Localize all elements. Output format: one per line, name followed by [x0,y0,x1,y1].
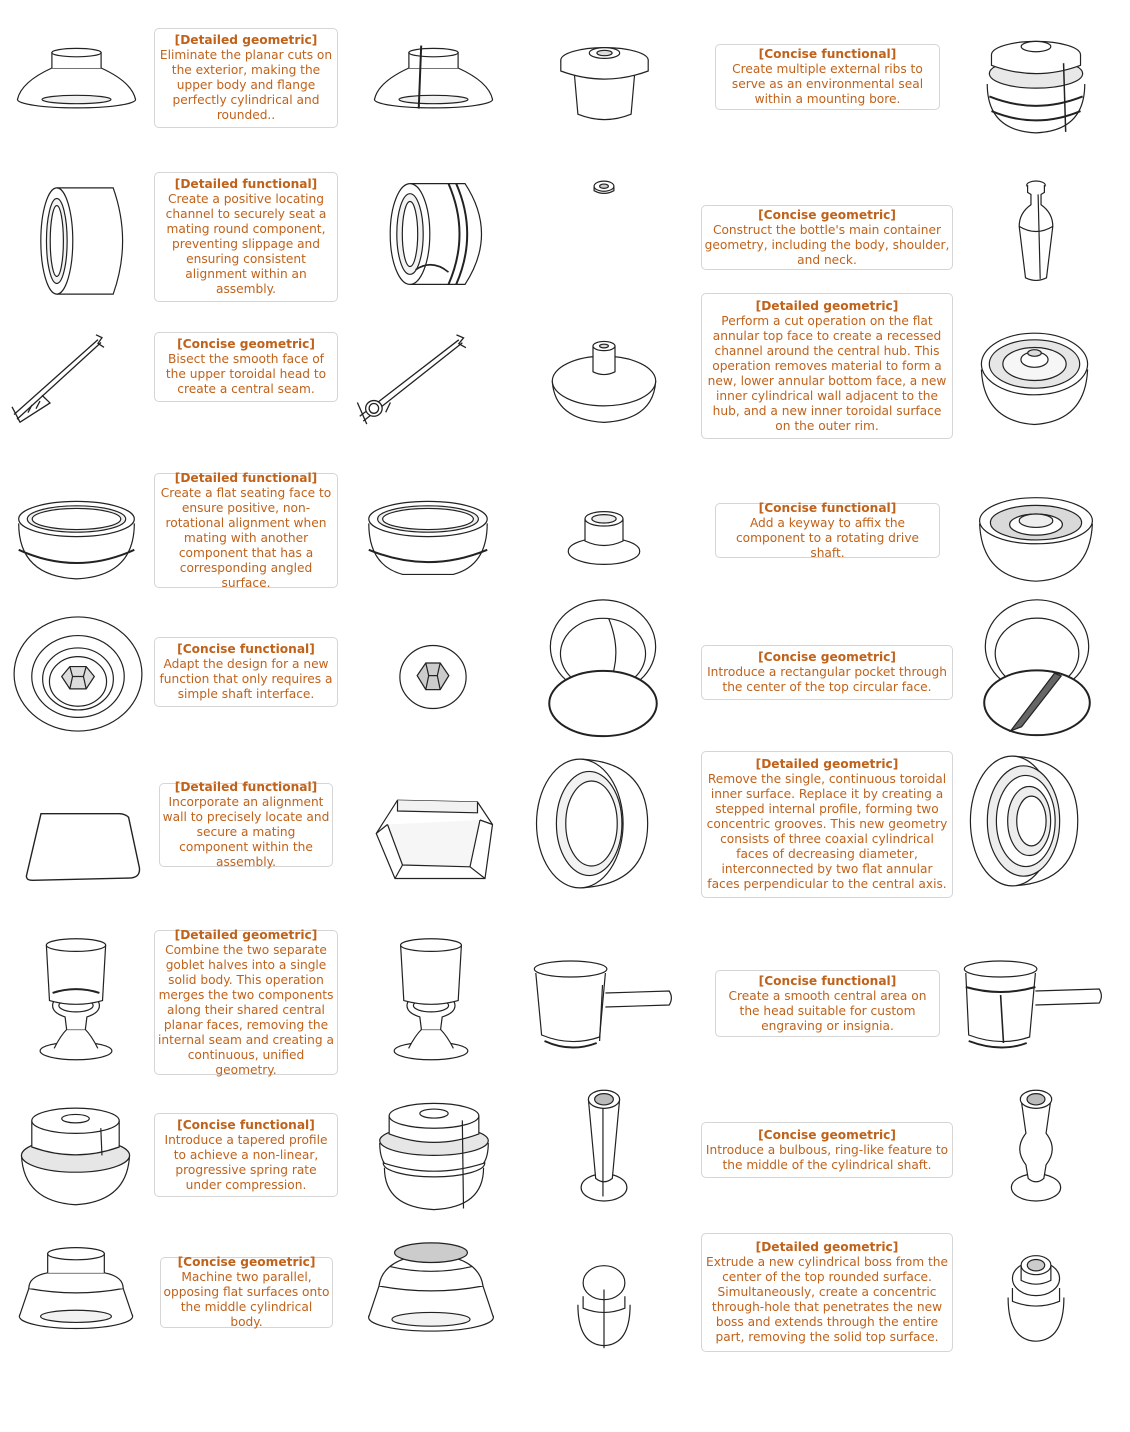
caption-c12 [701,751,953,898]
cad-figure-candle-holder-bulb [1008,1088,1064,1201]
caption-tag: [Concise geometric] [758,1127,896,1142]
caption-tag: [Concise geometric] [758,207,896,222]
cad-figure-candle-holder [578,1088,630,1201]
caption-text: Adapt the design for a new function that only requires a simple shaft interface. [159,657,333,701]
cad-figure-rod-loop [355,330,473,428]
caption-text: Add a keyway to affix the component to a rotating drive shaft. [735,515,920,560]
caption-text: Create a positive locating channel to securely seat a mating round component, preventing slippage and ensuring consistent alignment within an assembly. [165,192,327,296]
caption-c6 [701,293,953,439]
caption-tag: [Concise functional] [758,500,897,515]
cad-figure-hex-socket-small [397,642,469,712]
caption-text: Incorporate an alignment wall to precisely locate and secure a mating component within the assembly. [162,795,330,869]
caption-tag: [Concise functional] [177,642,315,656]
cad-figure-ribbed-cap [983,32,1089,136]
caption-tag: [Detailed functional] [174,470,318,485]
caption-c7 [154,470,338,590]
caption-c5 [154,332,338,402]
cad-figure-plate [23,810,143,884]
caption-tag: [Concise geometric] [758,650,896,664]
cad-figure-knob [547,597,659,739]
caption-tag: [Detailed functional] [174,780,318,794]
caption-c9 [154,637,338,707]
cad-figure-spring-stack [18,1105,133,1210]
caption-c1 [154,28,338,128]
caption-c2 [715,44,940,110]
caption-tag: [Detailed geometric] [174,927,318,942]
caption-tag: [Detailed functional] [174,177,318,191]
caption-text: Extrude a new cylindrical boss from the center of the top rounded surface. Simultaneously, create a concentric through-hole that penetrates the new boss and extends through the entire part, removing the solid top surface. [706,1255,948,1344]
cad-figure-hub-washer [566,508,642,568]
cad-figure-goblet-split [37,935,115,1061]
caption-c17 [160,1257,333,1328]
cad-figure-dome-cap-channel [978,320,1091,430]
caption-tag: [Detailed geometric] [755,1240,899,1254]
caption-c13 [154,927,338,1077]
caption-tag: [Concise functional] [758,47,897,61]
caption-text: Introduce a rectangular pocket through the center of the top circular face. [707,665,947,694]
cad-figure-grommet-flat [15,40,138,110]
cad-figure-spring-tapered [375,1100,493,1213]
caption-text: Create a flat seating face to ensure positive, non-rotational alignment when mating with another component that has a corresponding angled surface. [160,485,332,590]
caption-c4 [701,205,953,270]
caption-text: Eliminate the planar cuts on the exterior, making the upper body and flange perfectly cylindrical and rounded.. [159,48,333,122]
caption-c14 [715,970,940,1037]
caption-text: Perform a cut operation on the flat annular top face to create a recessed channel around the central hub. This operation removes material to form a new, lower annular bottom face, a new inner cylindrical wall adjacent to the hub, and a new inner toroidal surface on the outer rim. [707,313,947,433]
cad-figure-hex-socket-large [10,612,146,736]
caption-c11 [159,780,333,869]
cad-figure-knob-slot [982,597,1092,738]
cad-figure-ring-side-seam [388,178,498,290]
caption-text: Create multiple external ribs to serve as an environmental seal within a mounting bore. [731,62,924,106]
caption-c3 [154,172,338,302]
caption-c8 [715,500,940,560]
cad-figure-small-washer [593,179,615,197]
caption-tag: [Detailed geometric] [755,757,899,771]
caption-c16 [701,1122,953,1178]
caption-tag: [Concise functional] [177,1117,315,1132]
caption-text: Combine the two separate goblet halves into a single solid body. This operation merges the two components along their shared central planar faces, removing the internal seam and creating a continuous, unified geometry. [158,942,334,1077]
cad-figure-grommet-tall [17,1245,135,1332]
caption-c18 [701,1233,953,1352]
cad-figure-bowl-flat [365,497,491,585]
caption-tag: [Concise geometric] [177,337,315,351]
cad-figure-goblet [391,935,471,1061]
caption-tag: [Detailed geometric] [755,298,899,313]
cad-figure-mushroom-boss [1005,1250,1067,1345]
cad-figure-mallet-seam [960,955,1105,1055]
caption-tag: [Concise functional] [758,973,897,988]
cad-figure-dome-cap [549,335,659,427]
caption-text: Introduce a bulbous, ring-like feature to the middle of the cylindrical shaft. [705,1142,949,1172]
cad-figure-bottle [1015,180,1057,283]
cad-figure-ring-groove [533,755,650,892]
cad-figure-bushing [557,35,652,125]
cad-figure-bowl [15,497,138,585]
caption-tag: [Detailed geometric] [174,33,318,47]
caption-text: Create a smooth central area on the head suitable for custom engraving or insignia. [728,988,927,1033]
cad-figure-hub-dish [976,490,1096,586]
caption-c10 [701,645,953,700]
caption-tag: [Concise geometric] [177,1255,316,1269]
cad-figure-ring-side [38,182,132,300]
caption-text: Introduce a tapered profile to achieve a non-linear, progressive spring rate under compression. [164,1132,328,1192]
cad-figure-grommet-tall-flat [366,1237,496,1335]
cad-figure-tray [370,793,495,883]
caption-text: Bisect the smooth face of the upper toroidal head to create a central seam. [165,352,327,396]
cad-figure-ring-stepped [967,752,1080,890]
cad-figure-rod [10,330,110,426]
caption-text: Machine two parallel, opposing flat surfaces onto the middle cylindrical body. [163,1270,330,1329]
caption-text: Remove the single, continuous toroidal inner surface. Replace it by creating a stepped internal profile, forming two concentric grooves. This new geometry consists of three coaxial cylindrical faces of decreasing diameter, interconnected by two flat annular faces perpendicular to the central axis. [706,772,948,891]
caption-text: Construct the bottle's main container geometry, including the body, shoulder, and neck. [704,222,950,267]
caption-c15 [154,1113,338,1197]
cad-figure-mallet [530,955,675,1055]
cad-figure-mushroom [575,1264,633,1349]
cad-figure-grommet-seam [372,40,495,110]
